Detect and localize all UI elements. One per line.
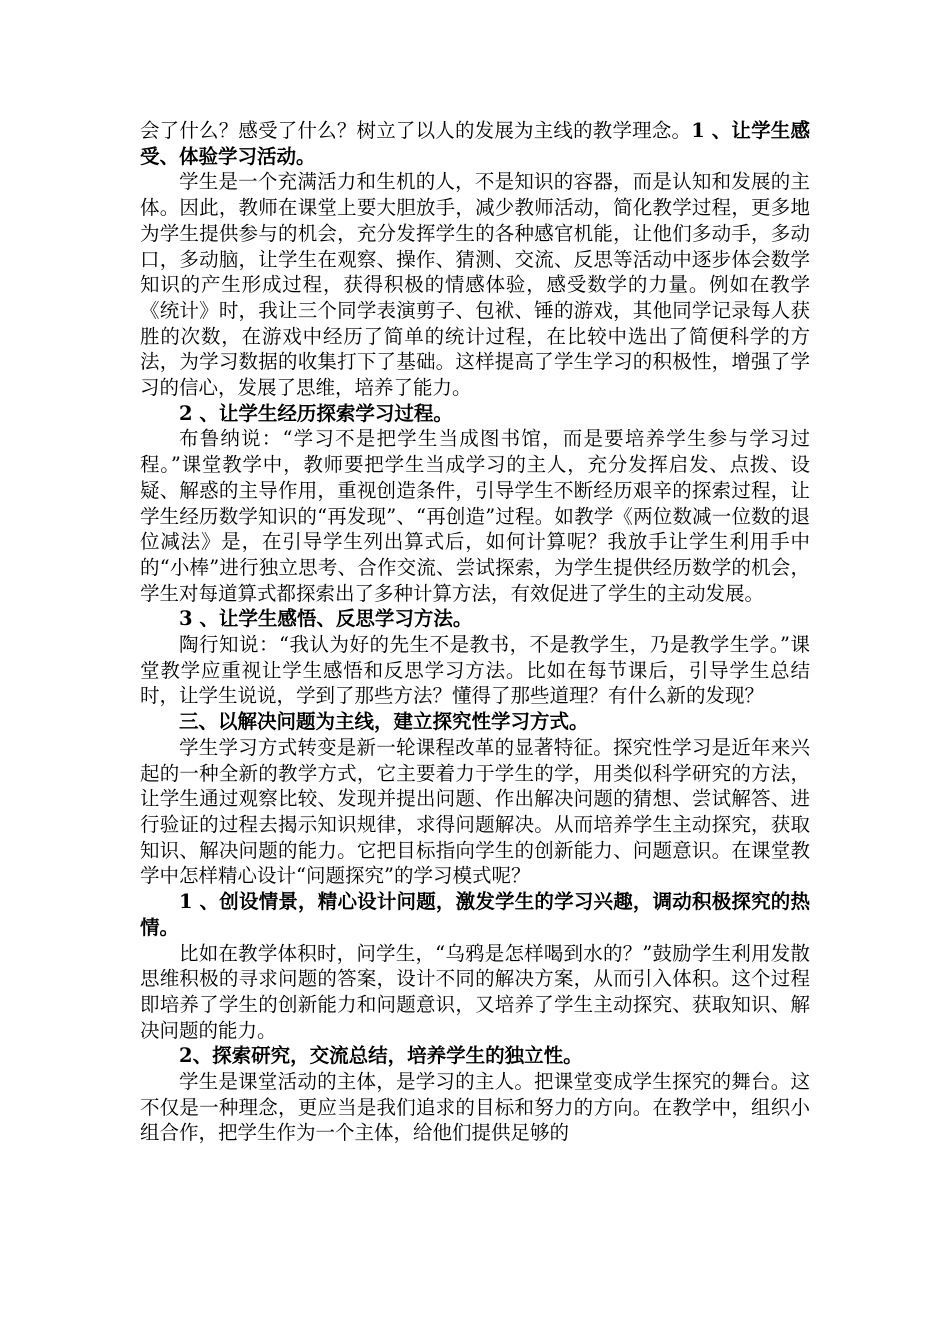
paragraph-body-1: 学生是一个充满活力和生机的人，不是知识的容器，而是认知和发展的主体。因此，教师在课堂上要大胆放手，减少教师活动，简化教学过程，更多地为学生提供参与的机会，充分发挥学生的各种感官机能，让他们多动手，多动口，多动脑，让学生在观察、操作、猜测、交流、反思等活动中逐步体会数学知识的产生形成过程，获得积极的情感体验，感受数学的力量。例如在教学《统计》时，我让三个同学表演剪子、包袱、锤的游戏，其他同学记录每人获胜的次数，在游戏中经历了简单的统计过程，在比较中选出了简便科学的方法，为学习数据的收集打下了基础。这样提高了学生学习的积极性，增强了学习的信心，发展了思维，培养了能力。 — [140, 170, 810, 400]
paragraph-intro-text: 会了什么？感受了什么？树立了以人的发展为主线的教学理念。 — [140, 119, 692, 142]
paragraph-intro — [140, 118, 810, 169]
paragraph-body-3: 陶行知说：“我认为好的先生不是教书，不是教学生，乃是教学生学。”课堂教学应重视让学生感悟和反思学习方法。比如在每节课后，引导学生总结时，让学生说说，学到了那些方法？懂得了那些道理？有什么新的发现？ — [140, 633, 810, 708]
document-page — [140, 118, 810, 1146]
paragraph-body-6: 学生是课堂活动的主体，是学习的主人。把课堂变成学生探究的舞台。这不仅是一种理念，更应当是我们追求的目标和努力的方向。在教学中，组织小组合作，把学生作为一个主体，给他们提供足够的 — [140, 1070, 810, 1145]
section-heading-2: 2 、让学生经历探索学习过程。 — [179, 401, 453, 425]
subsection-heading-1: 1 、创设情景，精心设计问题，激发学生的学习兴趣，调动积极探究的热情。 — [140, 890, 810, 939]
paragraph-body-4: 学生学习方式转变是新一轮课程改革的显著特征。探究性学习是近年来兴起的一种全新的教学方式，它主要着力于学生的学，用类似科学研究的方法，让学生通过观察比较、发现并提出问题、作出解决问题的猜想、尝试解答、进行验证的过程去揭示知识规律，求得问题解决。从而培养学生主动探究，获取知识、解决问题的能力。它把目标指向学生的创新能力、问题意识。在课堂教学中怎样精心设计“问题探究”的学习模式呢？ — [140, 735, 810, 888]
paragraph-body-2: 布鲁纳说：“学习不是把学生当成图书馆，而是要培养学生参与学习过程。”课堂教学中，教师要把学生当成学习的主人，充分发挥启发、点拨、设疑、解惑的主导作用，重视创造条件，引导学生不断经历艰辛的探索过程，让学生经历数学知识的“再发现”、“再创造”过程。如教学《两位数减一位数的退位减法》是，在引导学生列出算式后，如何计算呢？我放手让学生利用手中的“小棒”进行独立思考、合作交流、尝试探索，为学生提供经历数学的机会，学生对每道算式都探索出了多种计算方法，有效促进了学生的主动发展。 — [140, 427, 810, 605]
section-heading-1: 1 、让学生感受、体验学习活动。 — [140, 119, 810, 168]
chapter-heading-3: 三、以解决问题为主线，建立探究性学习方式。 — [179, 710, 589, 734]
section-heading-3: 3 、让学生感悟、反思学习方法。 — [179, 607, 473, 631]
paragraph-body-5: 比如在教学体积时，问学生，“乌鸦是怎样喝到水的？”鼓励学生利用发散思维积极的寻求问题的答案，设计不同的解决方案，从而引入体积。这个过程即培养了学生的创新能力和问题意识，又培养了学生主动探究、获取知识、解决问题的能力。 — [140, 941, 810, 1042]
subsection-heading-2: 2、探索研究，交流总结，培养学生的独立性。 — [179, 1044, 583, 1068]
